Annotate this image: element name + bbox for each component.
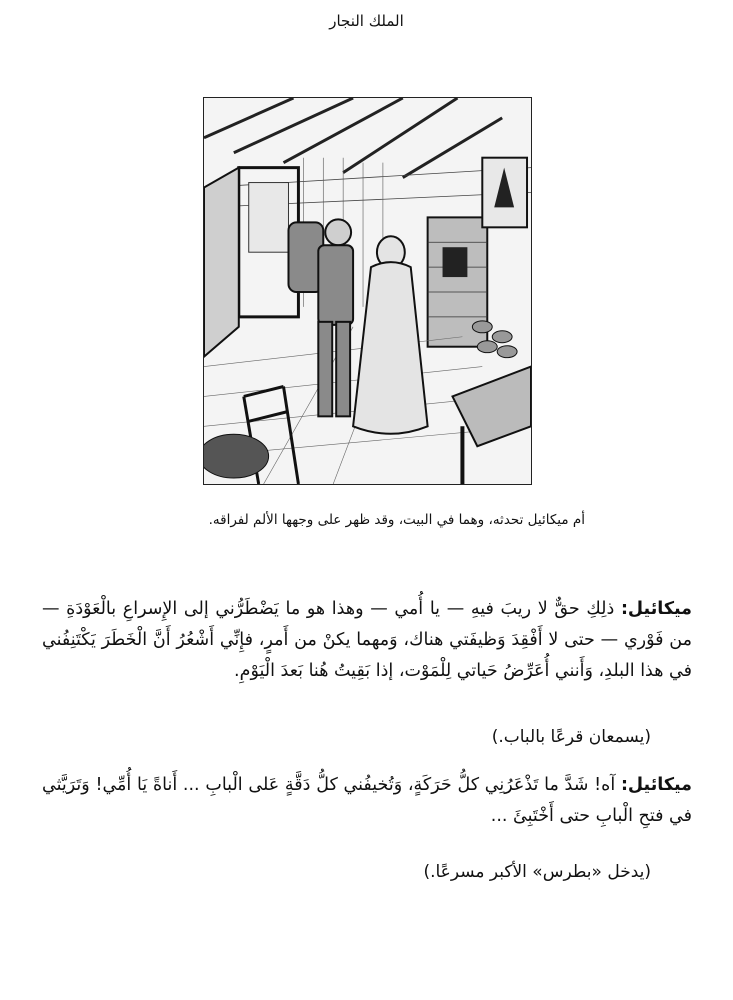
dialogue-paragraph <box>42 594 692 687</box>
stage-direction: (يدخل «بطرس» الأكبر مسرعًا.) <box>423 862 651 882</box>
stage-direction: (يسمعان قرعًا بالباب.) <box>491 727 651 747</box>
dialogue-paragraph <box>42 770 692 832</box>
dialogue-text: آه! شَدَّ ما تَذْعَرُنِي كلُّ حَرَكَةٍ، وَتُخيفُني كلُّ دَقَّةٍ عَلى الْبابِ ... أَناةً يَا أُمِّي! وَتَرَيَّثي في فتحِ الْبابِ حتى أَخْتَبِئَ ... <box>42 775 692 826</box>
engraving-illustration-icon <box>204 98 531 484</box>
page-title: الملك النجار <box>329 12 404 30</box>
engraving-illustration <box>203 97 532 485</box>
speaker-name: ميكائيل: <box>620 599 692 619</box>
illustration-caption: أم ميكائيل تحدثه، وهما في البيت، وقد ظهر على وجهها الألم لفراقه. <box>208 512 585 528</box>
speaker-name: ميكائيل: <box>620 775 692 795</box>
dialogue-text: ذلِكِ حقٌّ لا ريبَ فيهِ — يا أُمي — وهذا هو ما يَضْطَرُّني إلى الإِسراعِ بالْعَوْدَةِ — من فَوْري — حتى لا أَفْقِدَ وَظيفَتي هناك، وَمهما يكنْ من أَمرٍ، فإِنِّي أَشْعُرُ أَنَّ الْخَطَرَ يَكْتَنِفُني في هذا البلدِ، وَأَنني أُعَرِّضُ حَياتي لِلْمَوْت، إذا بَقِيتُ هُنا بَعدَ الْيَوْمِ. <box>42 599 692 681</box>
